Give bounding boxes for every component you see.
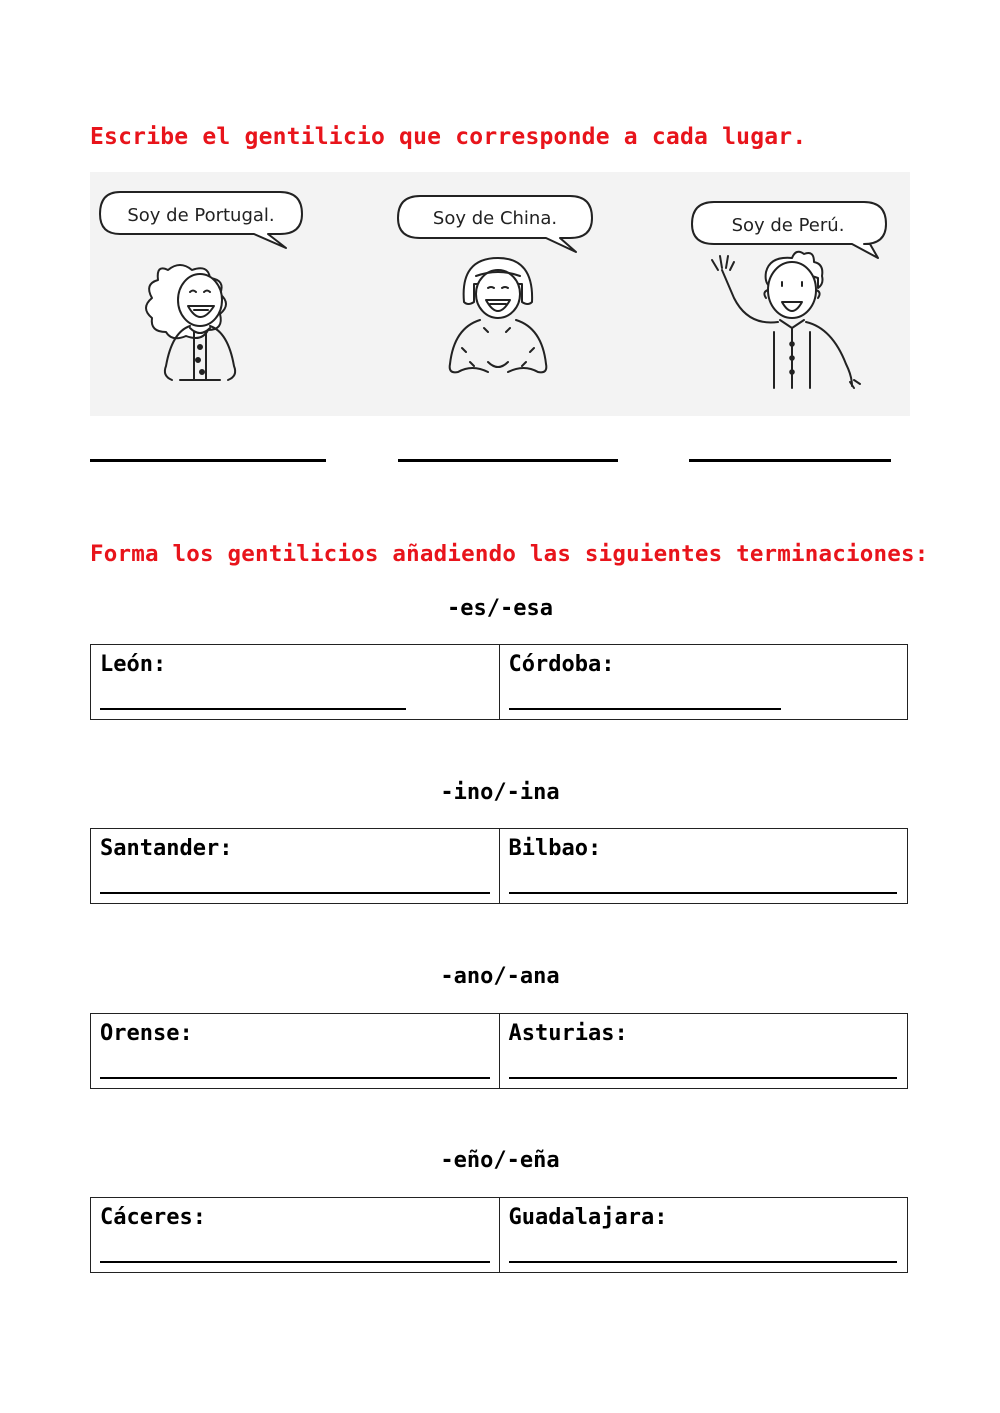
table-ano-ana xyxy=(90,1013,908,1089)
suffix-heading-ino-ina: -ino/-ina xyxy=(440,780,560,805)
cell-bilbao[interactable] xyxy=(499,829,908,903)
answer-line-peru[interactable] xyxy=(689,459,891,462)
table-ino-ina xyxy=(90,828,908,904)
cell-santander[interactable] xyxy=(91,829,499,903)
table-es-esa xyxy=(90,644,908,720)
answer-line[interactable] xyxy=(509,1077,897,1079)
cell-orense[interactable] xyxy=(91,1014,499,1088)
girl-bob-hair-figure xyxy=(450,258,547,372)
place-label: León: xyxy=(100,652,167,677)
suffix-heading-eno-ena: -eño/-eña xyxy=(440,1148,560,1173)
boy-waving-figure xyxy=(712,252,860,388)
place-label: Orense: xyxy=(100,1021,193,1046)
suffix-heading-es-esa: -es/-esa xyxy=(447,596,553,621)
instruction-form-gentilicios: Forma los gentilicios añadiendo las siguientes terminaciones: xyxy=(90,541,929,567)
instruction-gentilicio-lugar: Escribe el gentilicio que corresponde a cada lugar. xyxy=(90,124,807,150)
suffix-heading-ano-ana: -ano/-ana xyxy=(440,964,560,989)
place-label: Guadalajara: xyxy=(508,1205,668,1230)
speech-bubble-portugal xyxy=(100,192,302,248)
answer-line-china[interactable] xyxy=(398,459,618,462)
cell-caceres[interactable] xyxy=(91,1198,499,1272)
girl-curly-hair-figure xyxy=(146,265,235,380)
cell-leon[interactable] xyxy=(91,645,499,719)
cell-guadalajara[interactable] xyxy=(499,1198,908,1272)
answer-line[interactable] xyxy=(100,1077,490,1079)
answer-line[interactable] xyxy=(100,708,406,710)
answer-line[interactable] xyxy=(100,892,490,894)
cell-asturias[interactable] xyxy=(499,1014,908,1088)
place-label: Bilbao: xyxy=(508,836,602,861)
answer-line[interactable] xyxy=(509,892,897,894)
place-label: Santander: xyxy=(100,836,233,861)
place-label: Cáceres: xyxy=(100,1205,206,1230)
speech-bubble-china xyxy=(398,196,592,252)
bubble-text-portugal: Soy de Portugal. xyxy=(127,205,275,226)
bubble-text-peru: Soy de Perú. xyxy=(731,215,845,236)
bubble-text-china: Soy de China. xyxy=(432,208,558,229)
place-label: Córdoba: xyxy=(508,652,615,677)
answer-line[interactable] xyxy=(100,1261,490,1263)
answer-line-portugal[interactable] xyxy=(90,459,326,462)
answer-line[interactable] xyxy=(509,708,781,710)
place-label: Asturias: xyxy=(508,1021,628,1046)
speech-illustration xyxy=(90,172,910,416)
speech-bubble-peru xyxy=(692,202,886,258)
answer-line[interactable] xyxy=(509,1261,897,1263)
table-eno-ena xyxy=(90,1197,908,1273)
cell-cordoba[interactable] xyxy=(499,645,908,719)
